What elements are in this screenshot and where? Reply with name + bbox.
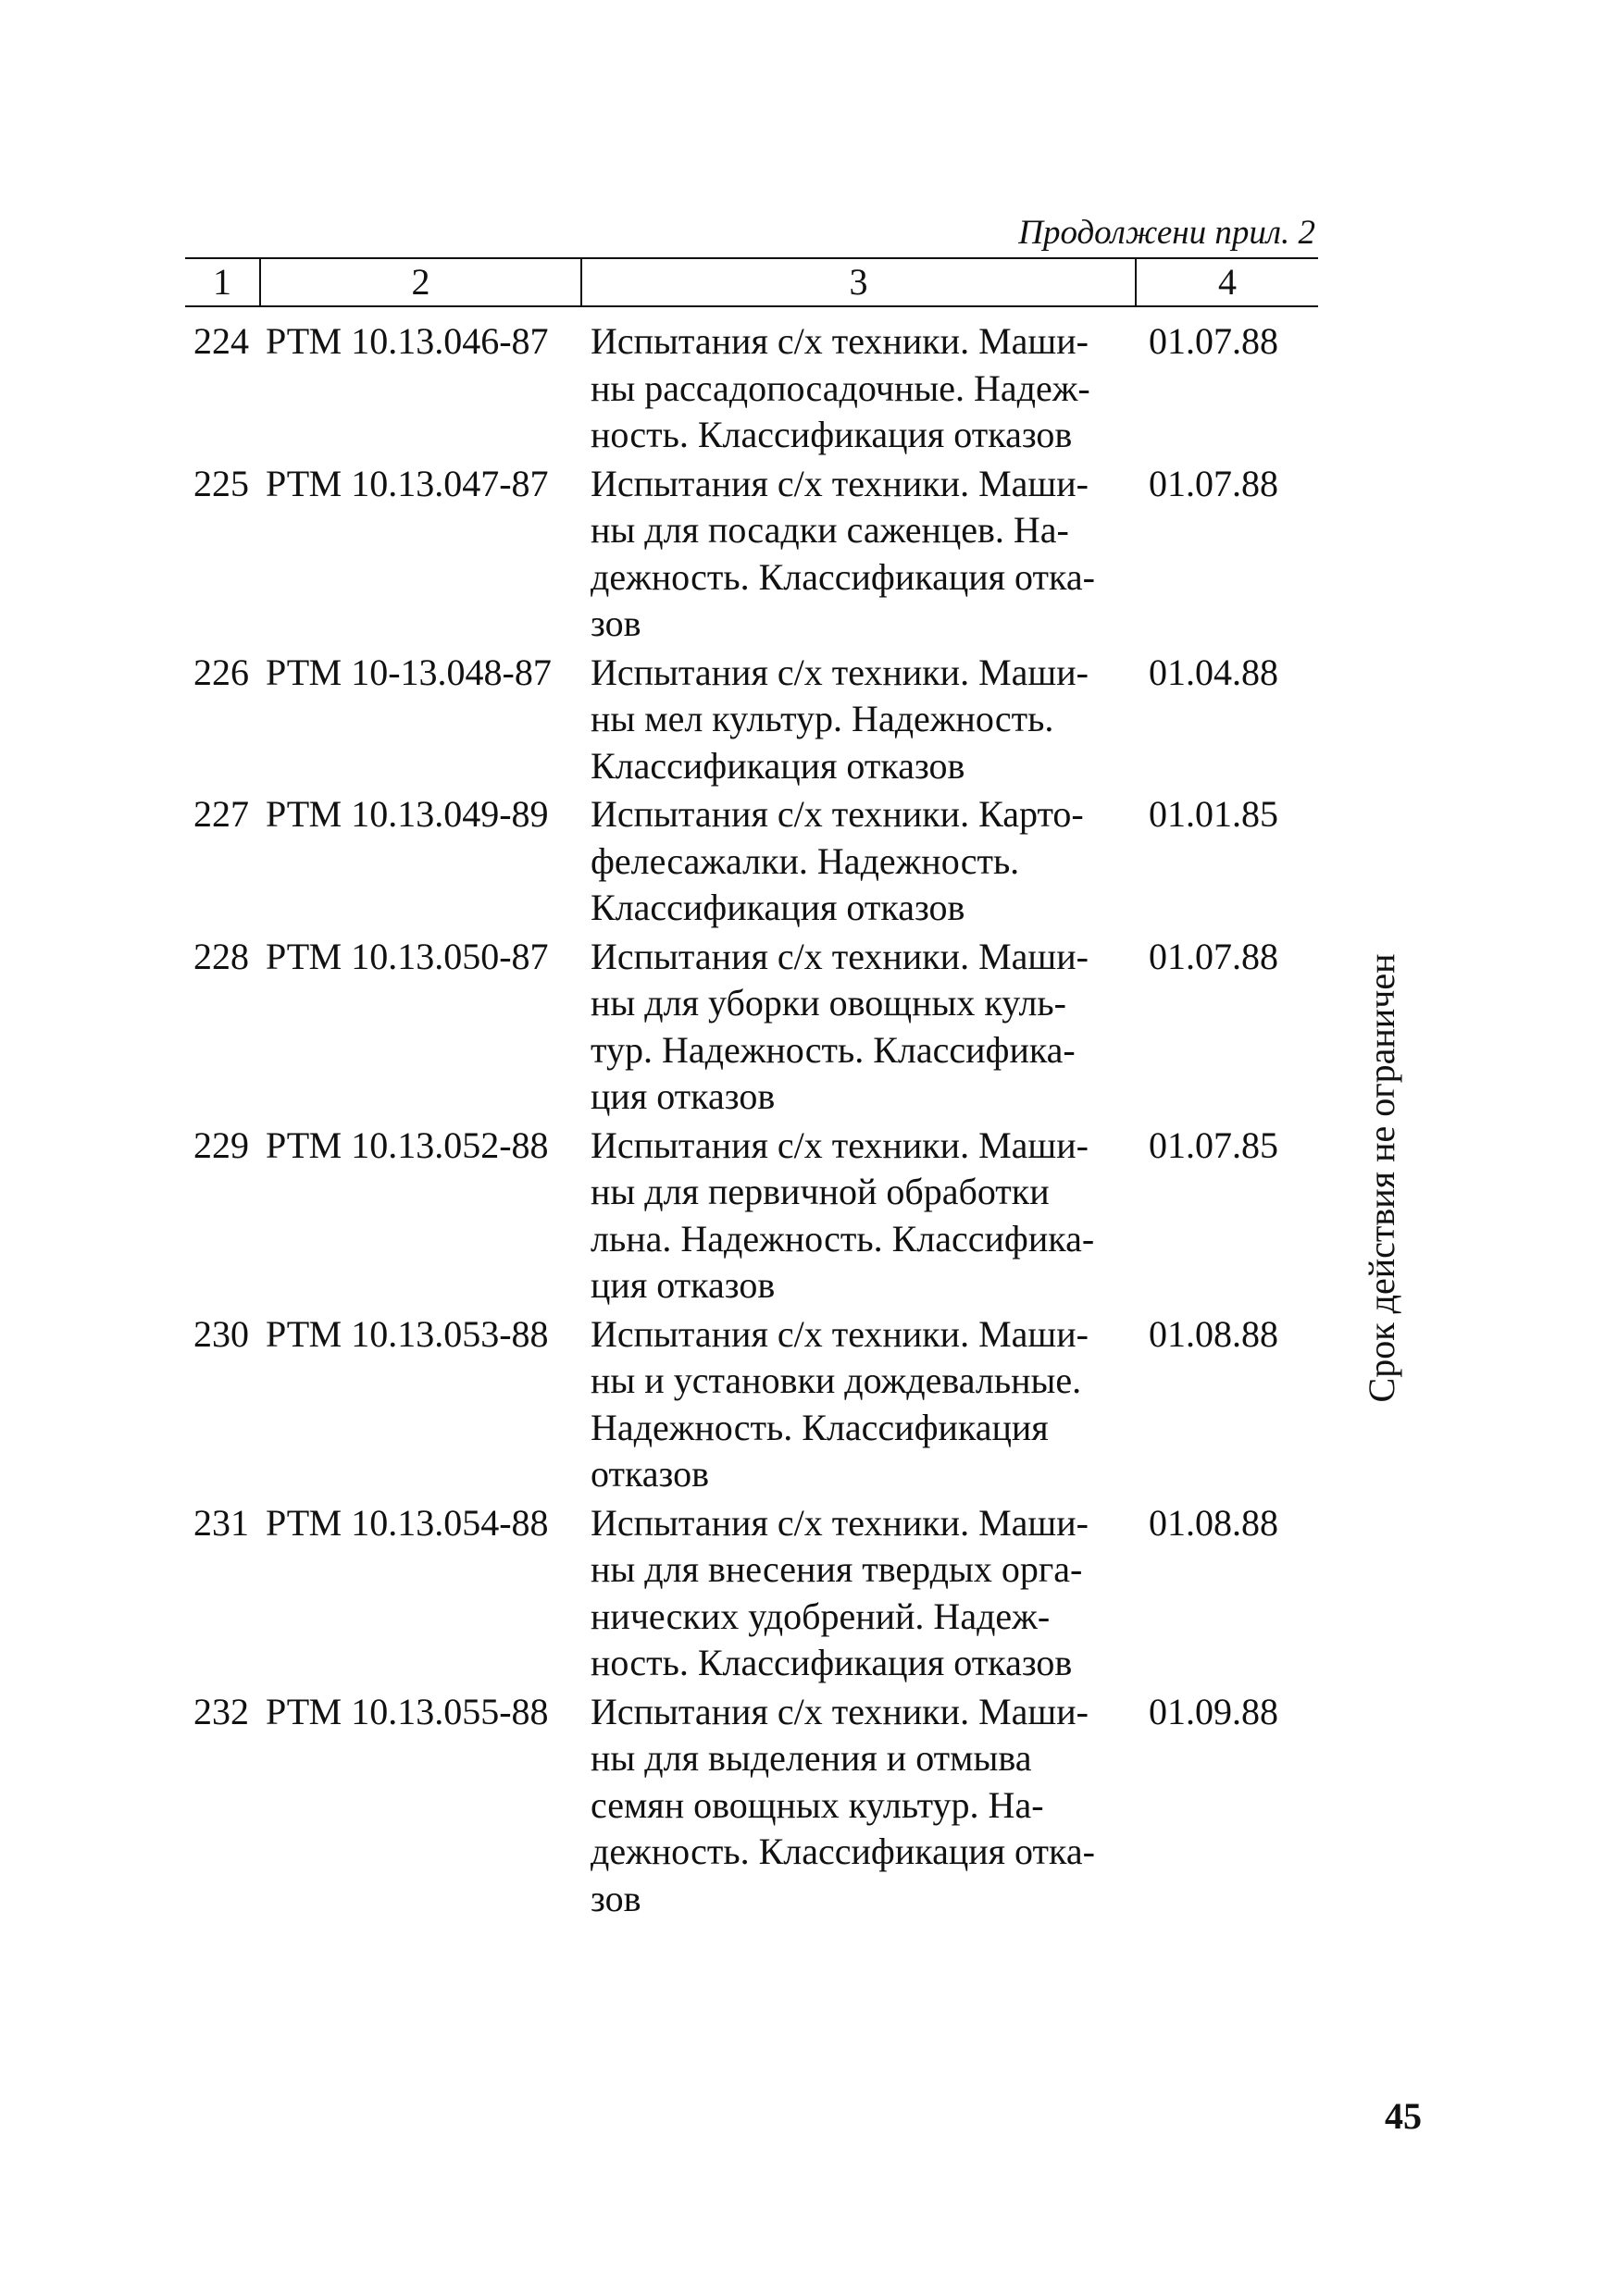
document-title-line: Надежность. Классификация	[591, 1406, 1049, 1448]
document-title-line: дежность. Классификация отка-	[591, 555, 1095, 598]
document-title-line: ны для первичной обработки	[591, 1171, 1050, 1212]
document-title-line: ны для уборки овощных куль-	[591, 982, 1066, 1024]
document-title-line: Испытания с/х техники. Маши-	[591, 1123, 1089, 1166]
row-number: 227	[193, 793, 249, 835]
side-note	[1350, 937, 1414, 1419]
document-title-line: фелесажалки. Надежность.	[591, 839, 1020, 882]
table-row	[185, 306, 1318, 461]
table-row	[185, 650, 1318, 792]
page-number: 45	[1385, 2095, 1422, 2137]
effective-date: 01.07.88	[1149, 935, 1278, 977]
document-title	[581, 934, 1136, 1123]
document-title	[581, 306, 1136, 461]
document-title	[581, 650, 1136, 792]
table-header-row	[185, 258, 1318, 306]
document-title-line: Испытания с/х техники. Маши-	[591, 1501, 1089, 1544]
document-code: РТМ 10-13.048-87	[266, 651, 552, 693]
document-title-line: дежность. Классификация отка-	[591, 1831, 1095, 1872]
table-row	[185, 1311, 1318, 1500]
document-title-line: ция отказов	[591, 1264, 776, 1306]
effective-date: 01.08.88	[1149, 1501, 1278, 1544]
document-code: РТМ 10.13.047-87	[266, 462, 549, 504]
continuation-label: Продолжени прил. 2	[1018, 214, 1315, 252]
header-col-2: 2	[260, 258, 581, 306]
table-row	[185, 791, 1318, 934]
row-number: 232	[193, 1690, 249, 1732]
document-title-line: зов	[591, 602, 641, 644]
document-code: РТМ 10.13.052-88	[266, 1123, 549, 1166]
document-title-line: ны для выделения и отмыва	[591, 1737, 1032, 1779]
document-title-line: Испытания с/х техники. Маши-	[591, 1312, 1089, 1355]
document-code: РТМ 10.13.050-87	[266, 935, 549, 977]
document-title-line: отказов	[591, 1453, 709, 1495]
document-title-line: семян овощных культур. На-	[591, 1783, 1044, 1826]
document-title-line: нических удобрений. Надеж-	[591, 1595, 1051, 1637]
document-title-line: ны для посадки саженцев. На-	[591, 509, 1069, 551]
header-col-4: 4	[1136, 258, 1318, 306]
header-col-3: 3	[581, 258, 1136, 306]
document-title-line: Испытания с/х техники. Маши-	[591, 320, 1089, 362]
row-number: 225	[193, 462, 249, 504]
document-title-line: тур. Надежность. Классифика-	[591, 1028, 1076, 1071]
document-title-line: ны мел культур. Надежность.	[591, 698, 1054, 739]
document-title	[581, 461, 1136, 650]
document-title-line: ность. Классификация отказов	[591, 414, 1073, 455]
table-row	[185, 934, 1318, 1123]
document-title-line: Классификация отказов	[591, 744, 965, 787]
document-table	[185, 257, 1318, 1924]
document-code: РТМ 10.13.053-88	[266, 1312, 549, 1355]
document-title-line: ны рассадопосадочные. Надеж-	[591, 366, 1090, 409]
document-title-line: Испытания с/х техники. Карто-	[591, 793, 1084, 835]
header-col-1: 1	[185, 258, 260, 306]
row-number: 229	[193, 1123, 249, 1166]
effective-date: 01.07.88	[1149, 462, 1278, 504]
document-title	[581, 1123, 1136, 1311]
row-number: 226	[193, 651, 249, 693]
document-title-line: ность. Классификация отказов	[591, 1642, 1073, 1683]
effective-date: 01.08.88	[1149, 1312, 1278, 1355]
document-title-line: Испытания с/х техники. Маши-	[591, 1690, 1089, 1732]
document-title-line: зов	[591, 1877, 641, 1919]
effective-date: 01.09.88	[1149, 1690, 1278, 1732]
row-number: 230	[193, 1312, 249, 1355]
document-title-line: Испытания с/х техники. Маши-	[591, 462, 1089, 504]
document-title	[581, 791, 1136, 934]
document-code: РТМ 10.13.046-87	[266, 320, 549, 362]
side-note-text: Срок действия не ограничен	[1361, 953, 1402, 1403]
effective-date: 01.04.88	[1149, 651, 1278, 693]
document-title	[581, 1500, 1136, 1689]
row-number: 224	[193, 320, 249, 362]
document-title-line: ны для внесения твердых орга-	[591, 1548, 1083, 1590]
row-number: 228	[193, 935, 249, 977]
table-row	[185, 1123, 1318, 1311]
document-title-line: Классификация отказов	[591, 887, 965, 928]
document-title	[581, 1311, 1136, 1500]
document-title	[581, 1689, 1136, 1925]
table-row	[185, 1689, 1318, 1925]
document-title-line: ны и установки дождевальные.	[591, 1359, 1082, 1401]
document-title-line: ция отказов	[591, 1075, 776, 1117]
effective-date: 01.07.85	[1149, 1123, 1278, 1166]
effective-date: 01.07.88	[1149, 320, 1278, 362]
document-title-line: льна. Надежность. Классифика-	[591, 1217, 1095, 1260]
document-title-line: Испытания с/х техники. Маши-	[591, 935, 1089, 977]
table-body	[185, 306, 1318, 1924]
table-row	[185, 1500, 1318, 1689]
table-row	[185, 461, 1318, 650]
effective-date: 01.01.85	[1149, 793, 1278, 835]
document-code: РТМ 10.13.055-88	[266, 1690, 549, 1732]
document-title-line: Испытания с/х техники. Маши-	[591, 651, 1089, 693]
document-code: РТМ 10.13.054-88	[266, 1501, 549, 1544]
row-number: 231	[193, 1501, 249, 1544]
document-code: РТМ 10.13.049-89	[266, 793, 549, 835]
